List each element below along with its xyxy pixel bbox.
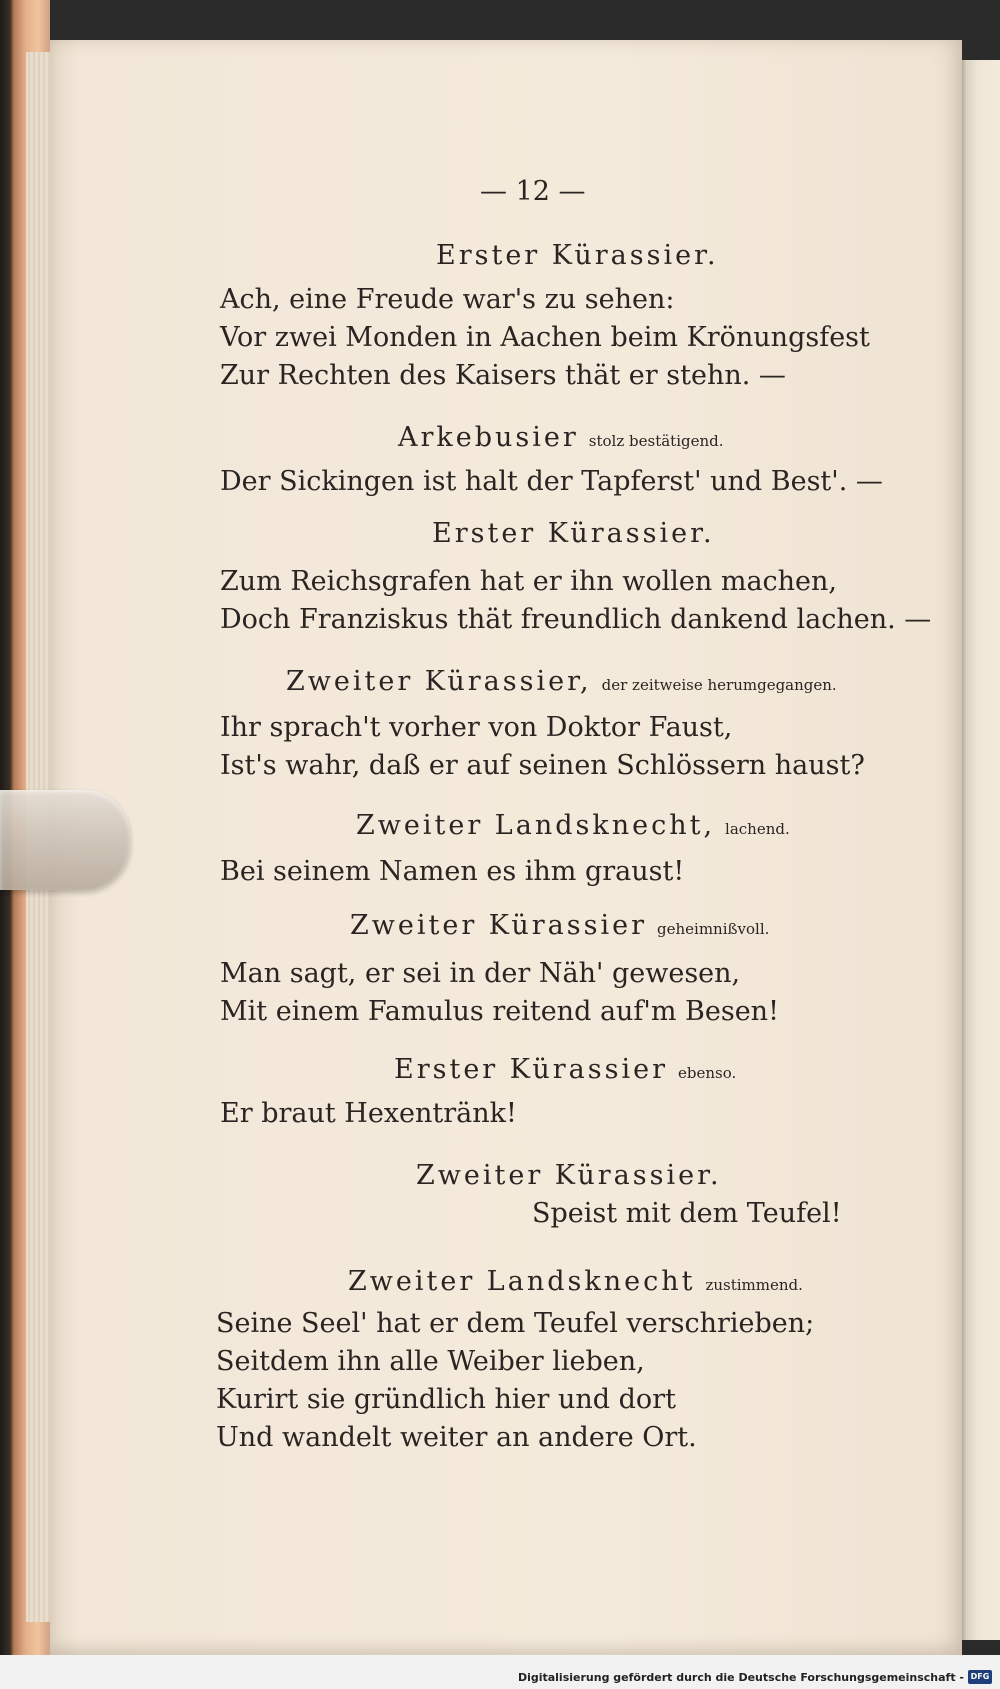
speaker-name: Zweiter Landsknecht <box>348 1266 696 1297</box>
verse-line: Seine Seel' hat er dem Teufel verschrieben; <box>216 1308 815 1339</box>
verse-line: Ihr sprach't vorher von Doktor Faust, <box>220 712 733 743</box>
speaker-heading <box>416 1160 722 1191</box>
speaker-heading <box>350 910 769 941</box>
stage-direction: zustimmend. <box>705 1276 803 1294</box>
stage-direction: geheimnißvoll. <box>657 920 770 938</box>
page-number: — 12 — <box>480 176 586 207</box>
speaker-name: Zweiter Landsknecht, <box>356 810 716 841</box>
verse-line: Ach, eine Freude war's zu sehen: <box>220 284 675 315</box>
verse-line: Mit einem Famulus reitend auf'm Besen! <box>220 996 779 1027</box>
facing-page-edge <box>958 60 1000 1640</box>
speaker-heading <box>394 1054 736 1085</box>
speaker-heading <box>348 1266 803 1297</box>
speaker-heading <box>356 810 790 841</box>
speaker-name: Zweiter Kürassier, <box>286 666 592 697</box>
verse-line: Kurirt sie gründlich hier und dort <box>216 1384 676 1415</box>
speaker-name: Erster Kürassier. <box>436 240 719 271</box>
stage-direction: ebenso. <box>678 1064 737 1082</box>
verse-line: Vor zwei Monden in Aachen beim Krönungsfest <box>220 322 870 353</box>
speaker-name: Erster Kürassier <box>394 1054 668 1085</box>
page-clip <box>0 790 130 890</box>
speaker-name: Erster Kürassier. <box>432 518 715 549</box>
verse-line: Speist mit dem Teufel! <box>532 1198 842 1229</box>
speaker-name: Arkebusier <box>398 422 579 453</box>
verse-line: Doch Franziskus thät freundlich dankend lachen. — <box>220 604 932 635</box>
verse-line: Der Sickingen ist halt der Tapferst' und Best'. — <box>220 466 883 497</box>
speaker-heading <box>432 518 715 549</box>
verse-line: Er braut Hexentränk! <box>220 1098 517 1129</box>
verse-line: Bei seinem Namen es ihm graust! <box>220 856 685 887</box>
verse-line: Ist's wahr, daß er auf seinen Schlössern haust? <box>220 750 865 781</box>
footer-credit: Digitalisierung gefördert durch die Deutsche Forschungsgemeinschaft - <box>517 1671 964 1684</box>
verse-line: Seitdem ihn alle Weiber lieben, <box>216 1346 645 1377</box>
speaker-name: Zweiter Kürassier. <box>416 1160 722 1191</box>
stage-direction: stolz bestätigend. <box>588 432 724 450</box>
dfg-logo-icon: DFG <box>968 1670 992 1684</box>
speaker-heading <box>398 422 724 453</box>
verse-line: Man sagt, er sei in der Näh' gewesen, <box>220 958 741 989</box>
verse-line: Und wandelt weiter an andere Ort. <box>216 1422 697 1453</box>
verse-line: Zum Reichsgrafen hat er ihn wollen machen, <box>220 566 838 597</box>
speaker-heading <box>436 240 719 271</box>
speaker-heading <box>286 666 837 697</box>
stage-direction: der zeitweise herumgegangen. <box>601 676 837 694</box>
verse-line: Zur Rechten des Kaisers thät er stehn. — <box>220 360 786 391</box>
stage-direction: lachend. <box>725 820 790 838</box>
speaker-name: Zweiter Kürassier <box>350 910 648 941</box>
